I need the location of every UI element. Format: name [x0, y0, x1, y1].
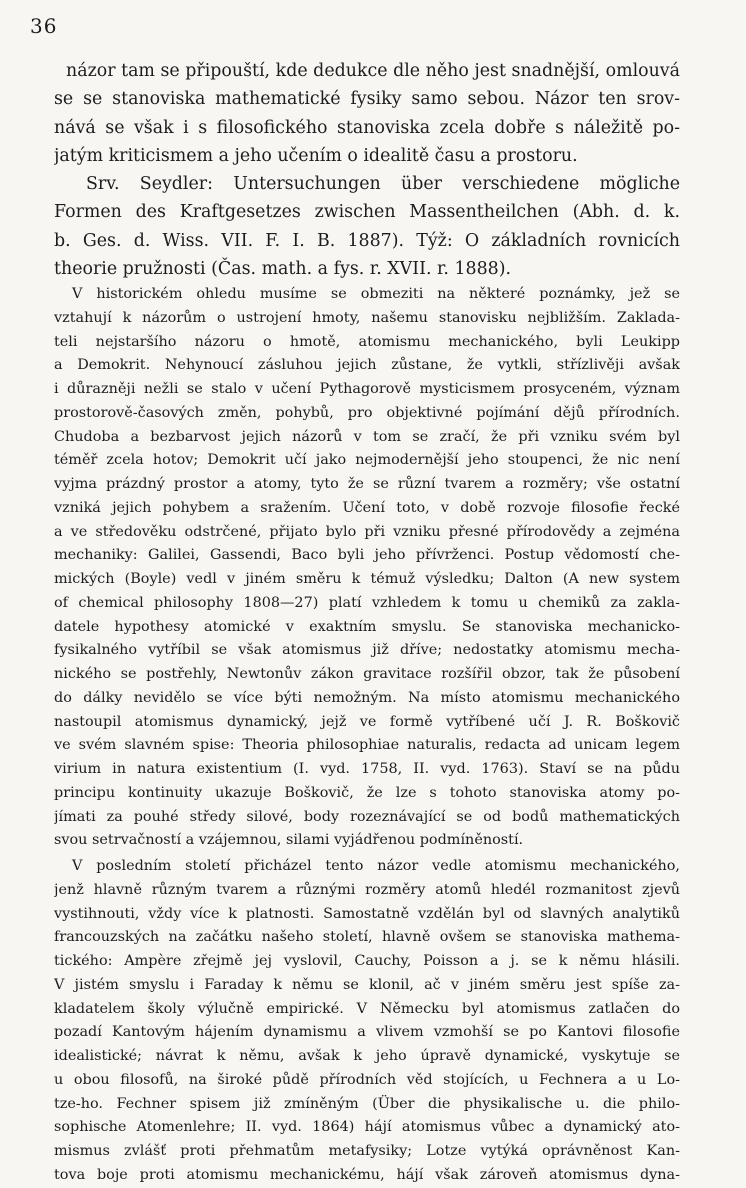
paragraph-2 — [54, 170, 680, 284]
text-line: Chudoba a bezbarvost jejich názorů v tom se zračí, že při vzniku svém byl — [54, 428, 680, 445]
text-line: tického: Ampère zřejmě jej vyslovil, Cauchy, Poisson a j. se k němu hlásili. — [54, 953, 680, 969]
text-line: názor tam se připouští, kde dedukce dle něho jest snadnější, omlouvá — [66, 61, 680, 81]
paragraph-3 — [54, 283, 680, 853]
text-line: a ve středověku odstrčené, přijato bylo při vzniku přesné přírodovědy a zejména — [54, 523, 680, 540]
text-line: vzniká jejich pohybem a sražením. Učení toto, v době rozvoje filosofie řecké — [54, 499, 680, 516]
text-line: Formen des Kraftgesetzes zwischen Massentheilchen (Abh. d. k. — [54, 202, 680, 223]
text-line: mismus zvlášť proti přehmatům metafysiky; Lotze vytýká oprávněnost Kan- — [54, 1143, 680, 1159]
text-line: vystihnouti, vždy více k platnosti. Samostatně vzdělán byl od slavných analytiků — [54, 905, 680, 922]
text-line: svou setrvačností a vzájemnou, silami vyjádřenou podmíněností. — [54, 832, 524, 849]
text-line: vyjma prázdný prostor a atomy, tyto že se různí tvarem a rozměry; vše ostatní — [54, 476, 680, 492]
text-line: prostorově-časových změn, pohybů, pro objektivné pojímání dějů přírodních. — [54, 404, 680, 421]
text-line: jímati za pouhé středy silové, body rozeznávající se od bodů mathematických — [54, 808, 680, 825]
text-line: teli nejstaršího názoru o hmotě, atomismu mechanického, byli Leukipp — [54, 333, 680, 350]
text-line: i důrazněji nežli se stalo v učení Pythagorově mysticismem prosyceném, význam — [54, 381, 680, 397]
text-line: V historickém ohledu musíme se obmeziti na některé poznámky, jež se — [72, 286, 680, 302]
text-line: theorie pružnosti (Čas. math. a fys. r. XVII. r. 1888). — [54, 259, 512, 280]
text-line: b. Ges. d. Wiss. VII. F. I. B. 1887). Týž: O základních rovnicích — [54, 230, 680, 251]
text-line: tze-ho. Fechner spisem již zmíněným (Über die physikalische u. die philo- — [54, 1095, 680, 1112]
text-line: tova boje proti atomismu mechanickému, hájí však zároveň atomismus dyna- — [54, 1166, 680, 1183]
text-line: Srv. Seydler: Untersuchungen über verschiedene mögliche — [86, 174, 680, 194]
text-line: mických (Boyle) vedl v jiném směru k témuž výsledku; Dalton (A new system — [54, 571, 680, 587]
text-line: u obou filosofů, na široké půdě přírodních věd stojících, u Fechnera a u Lo- — [54, 1071, 680, 1088]
text-line: nického se postřehly, Newtonův zákon gravitace rozšířil obzor, tak že působení — [54, 666, 680, 682]
text-line: ve svém slavném spise: Theoria philosophiae naturalis, redacta ad unicam legem — [54, 737, 680, 754]
text-line: idealistické; návrat k němu, avšak k jeho úpravě dynamické, vyskytuje se — [54, 1048, 680, 1064]
paragraph-1 — [54, 57, 680, 171]
paragraph-4 — [54, 855, 680, 1188]
text-line: V jistém smyslu i Faraday k němu se klonil, ač v jiném směru jest spíše za- — [54, 976, 680, 993]
text-line: do dálky nevidělo se více býti nemožným. Na místo atomismu mechanického — [54, 689, 680, 706]
text-line: principu kontinuity ukazuje Boškovič, že lze s tohoto stanoviska atomy po- — [54, 784, 680, 801]
page-number: 36 — [30, 14, 58, 38]
text-line: pozadí Kantovým hájením dynamismu a vlivem vzmohší se po Kantovi filosofie — [54, 1024, 680, 1041]
text-line: of chemical philosophy 1808—27) platí vzhledem k tomu u chemiků za zakla- — [54, 594, 680, 611]
text-line: kladatelem školy výlučně empirické. V Německu byl atomismus zatlačen do — [54, 1000, 680, 1017]
text-line: V posledním století přicházel tento názor vedle atomismu mechanického, — [72, 858, 680, 874]
text-line: fysikalného vytříbil se však atomismus již dříve; nedostatky atomismu mecha- — [54, 642, 680, 659]
text-line: francouzských na začátku našeho století, hlavně ovšem se stanoviska mathema- — [54, 929, 680, 946]
text-line: nává se však i s filosofického stanoviska zcela dobře s náležitě po- — [54, 117, 680, 138]
text-line: nastoupil atomismus dynamický, jejž ve formě vytříbené učí J. R. Boškovič — [54, 713, 680, 730]
text-line: vztahují k názorům o ustrojení hmoty, našemu stanovisku nejbližším. Zaklada- — [54, 309, 680, 326]
text-line: jatým kriticismem a jeho učením o idealitě času a prostoru. — [54, 146, 578, 167]
text-line: sophische Atomenlehre; II. vyd. 1864) hájí atomismus vůbec a dynamický ato- — [54, 1119, 680, 1136]
text-line: datele hypothesy atomické v exaktním smyslu. Se stanoviska mechanicko- — [54, 618, 680, 635]
text-line: se se stanoviska mathematické fysiky samo sebou. Názor ten srov- — [54, 89, 680, 110]
text-line: mechaniky: Galilei, Gassendi, Baco byli jeho přívrženci. Postup vědomostí che- — [54, 547, 680, 564]
text-line: jenž hlavně různým tvarem a různými rozměry atomů hledél rozmanitost zjevů — [54, 881, 680, 898]
text-line: téměř zcela hotov; Demokrit učí jako nejmodernější jeho stoupenci, že nic není — [54, 452, 680, 469]
text-line: a Demokrit. Nehynoucí zásluhou jejich zůstane, že vytkli, střízlivěji avšak — [54, 357, 680, 374]
text-line: virium in natura existentium (I. vyd. 1758, II. vyd. 1763). Staví se na půdu — [54, 761, 680, 777]
